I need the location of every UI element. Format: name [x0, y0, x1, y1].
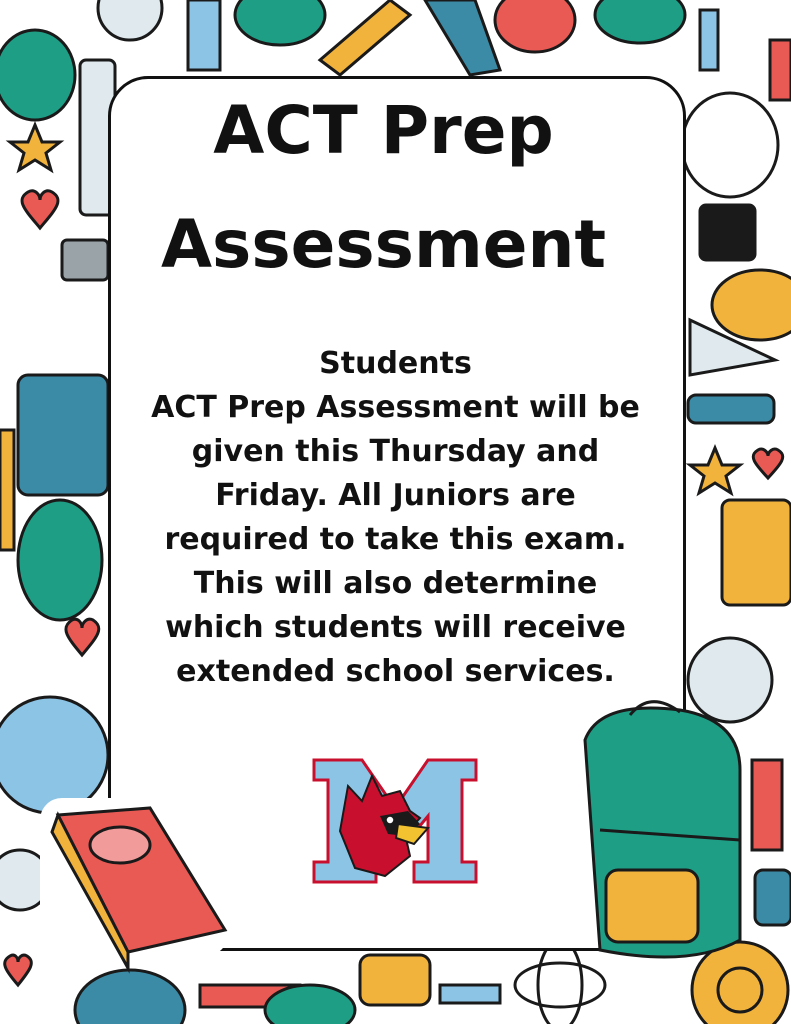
- bookmark-icon: [770, 40, 791, 100]
- body-line: Friday. All Juniors are: [215, 478, 576, 513]
- clock-icon: [0, 850, 50, 910]
- atom-icon: [515, 963, 605, 1007]
- football-icon: [712, 270, 791, 340]
- globe-icon: [0, 697, 108, 813]
- atom-orbit-icon: [538, 940, 582, 1024]
- school-logo: [310, 756, 480, 886]
- body-line: given this Thursday and: [191, 434, 600, 469]
- marker-icon: [188, 0, 220, 70]
- apple-icon: [495, 0, 575, 52]
- title-line-1: ACT Prep: [213, 92, 554, 169]
- pen-icon: [700, 10, 718, 70]
- sharpener-icon: [360, 955, 430, 1005]
- announcement-body: [0, 342, 791, 694]
- body-line: which students will receive: [165, 610, 626, 645]
- bowl-icon: [235, 0, 325, 45]
- body-line: required to take this exam.: [164, 522, 627, 557]
- binoculars-icon: [755, 870, 791, 925]
- body-line: ACT Prep Assessment will be: [151, 390, 640, 425]
- pen-icon-2: [440, 985, 500, 1003]
- microscope-icon: [425, 0, 500, 75]
- title-line-2: Assessment: [160, 206, 607, 283]
- greeting: Students: [319, 346, 472, 381]
- pencil-icon: [320, 0, 410, 75]
- flask-icon-3: [75, 970, 185, 1024]
- flask-icon-2: [595, 0, 685, 43]
- ruler-icon-2: [752, 760, 782, 850]
- body-line: This will also determine: [193, 566, 598, 601]
- tape-icon: [265, 985, 355, 1024]
- body-line: extended school services.: [176, 654, 615, 689]
- heart-icon-3: [5, 955, 32, 985]
- alarm-clock-icon: [98, 0, 162, 40]
